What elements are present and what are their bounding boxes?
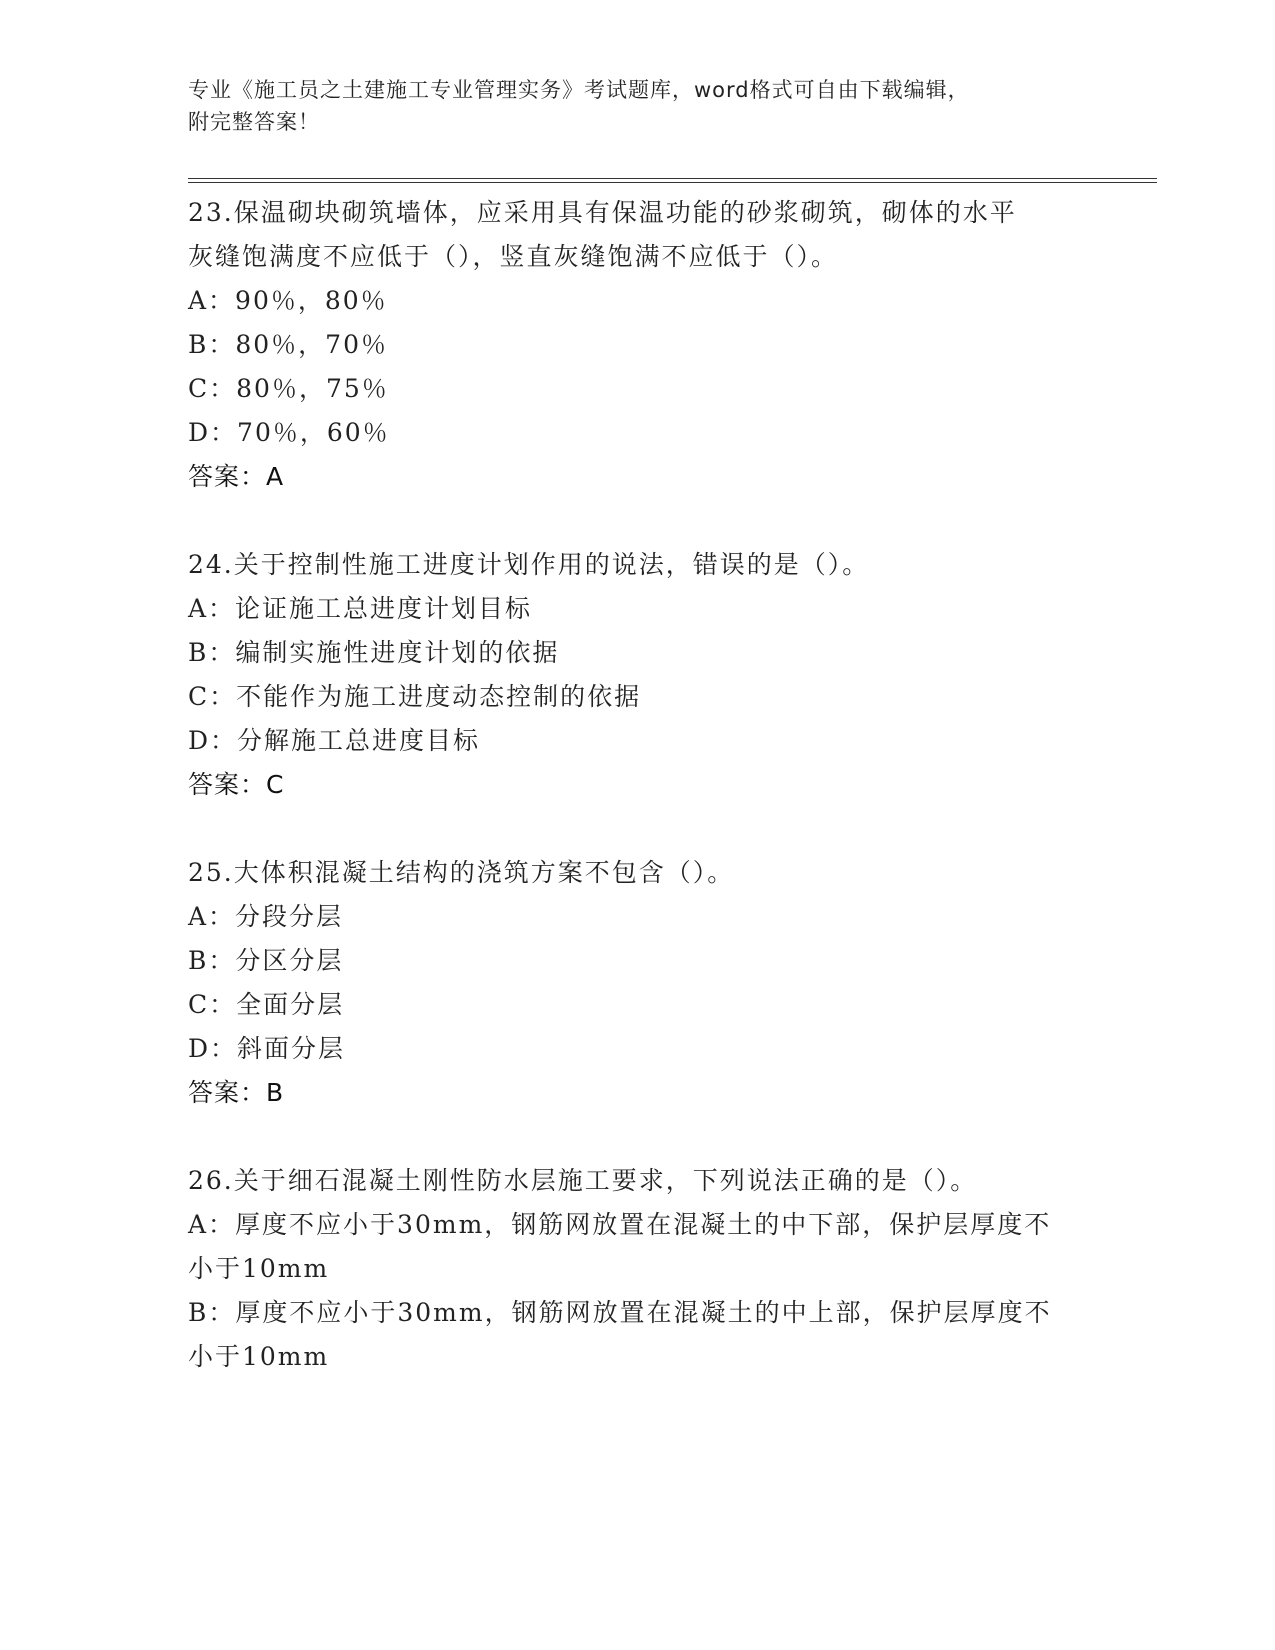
question-23-answer: 答案：A [188,462,285,491]
question-24-option-d: D：分解施工总进度目标 [188,726,481,755]
question-26-option-b-line-2: 小于10mm [188,1342,330,1371]
question-23-option-d: D：70％，60％ [188,418,390,447]
header-line-1: 专业《施工员之土建施工专业管理实务》考试题库，word格式可自由下载编辑， [188,78,970,102]
question-23-stem-line-1: 23.保温砌块砌筑墙体，应采用具有保温功能的砂浆砌筑，砌体的水平 [188,198,1017,227]
header-divider-top [188,178,1157,179]
question-25-option-c: C：全面分层 [188,990,345,1019]
question-26-option-a-line-1: A：厚度不应小于30mm，钢筋网放置在混凝土的中下部，保护层厚度不 [188,1210,1052,1239]
question-24-answer: 答案：C [188,770,285,799]
header-divider-bottom [188,182,1157,183]
question-24-stem: 24.关于控制性施工进度计划作用的说法，错误的是（）。 [188,550,870,579]
question-25-answer: 答案：B [188,1078,285,1107]
question-25-option-d: D：斜面分层 [188,1034,346,1063]
question-25-stem: 25.大体积混凝土结构的浇筑方案不包含（）。 [188,858,735,887]
question-26-option-a-line-2: 小于10mm [188,1254,330,1283]
document-header [188,74,1088,138]
question-24-option-c: C：不能作为施工进度动态控制的依据 [188,682,642,711]
question-25-option-b: B：分区分层 [188,946,344,975]
question-24-option-a: A：论证施工总进度计划目标 [188,594,533,623]
question-23-stem-line-2: 灰缝饱满度不应低于（），竖直灰缝饱满不应低于（）。 [188,242,839,271]
question-26-option-b-line-1: B：厚度不应小于30mm，钢筋网放置在混凝土的中上部，保护层厚度不 [188,1298,1052,1327]
question-24-option-b: B：编制实施性进度计划的依据 [188,638,560,667]
question-23-option-a: A：90％，80％ [188,286,388,315]
question-23-option-b: B：80％，70％ [188,330,388,359]
question-26-stem: 26.关于细石混凝土刚性防水层施工要求，下列说法正确的是（）。 [188,1166,978,1195]
header-line-2: 附完整答案！ [188,110,320,134]
question-23-option-c: C：80％，75％ [188,374,389,403]
question-25-option-a: A：分段分层 [188,902,344,931]
